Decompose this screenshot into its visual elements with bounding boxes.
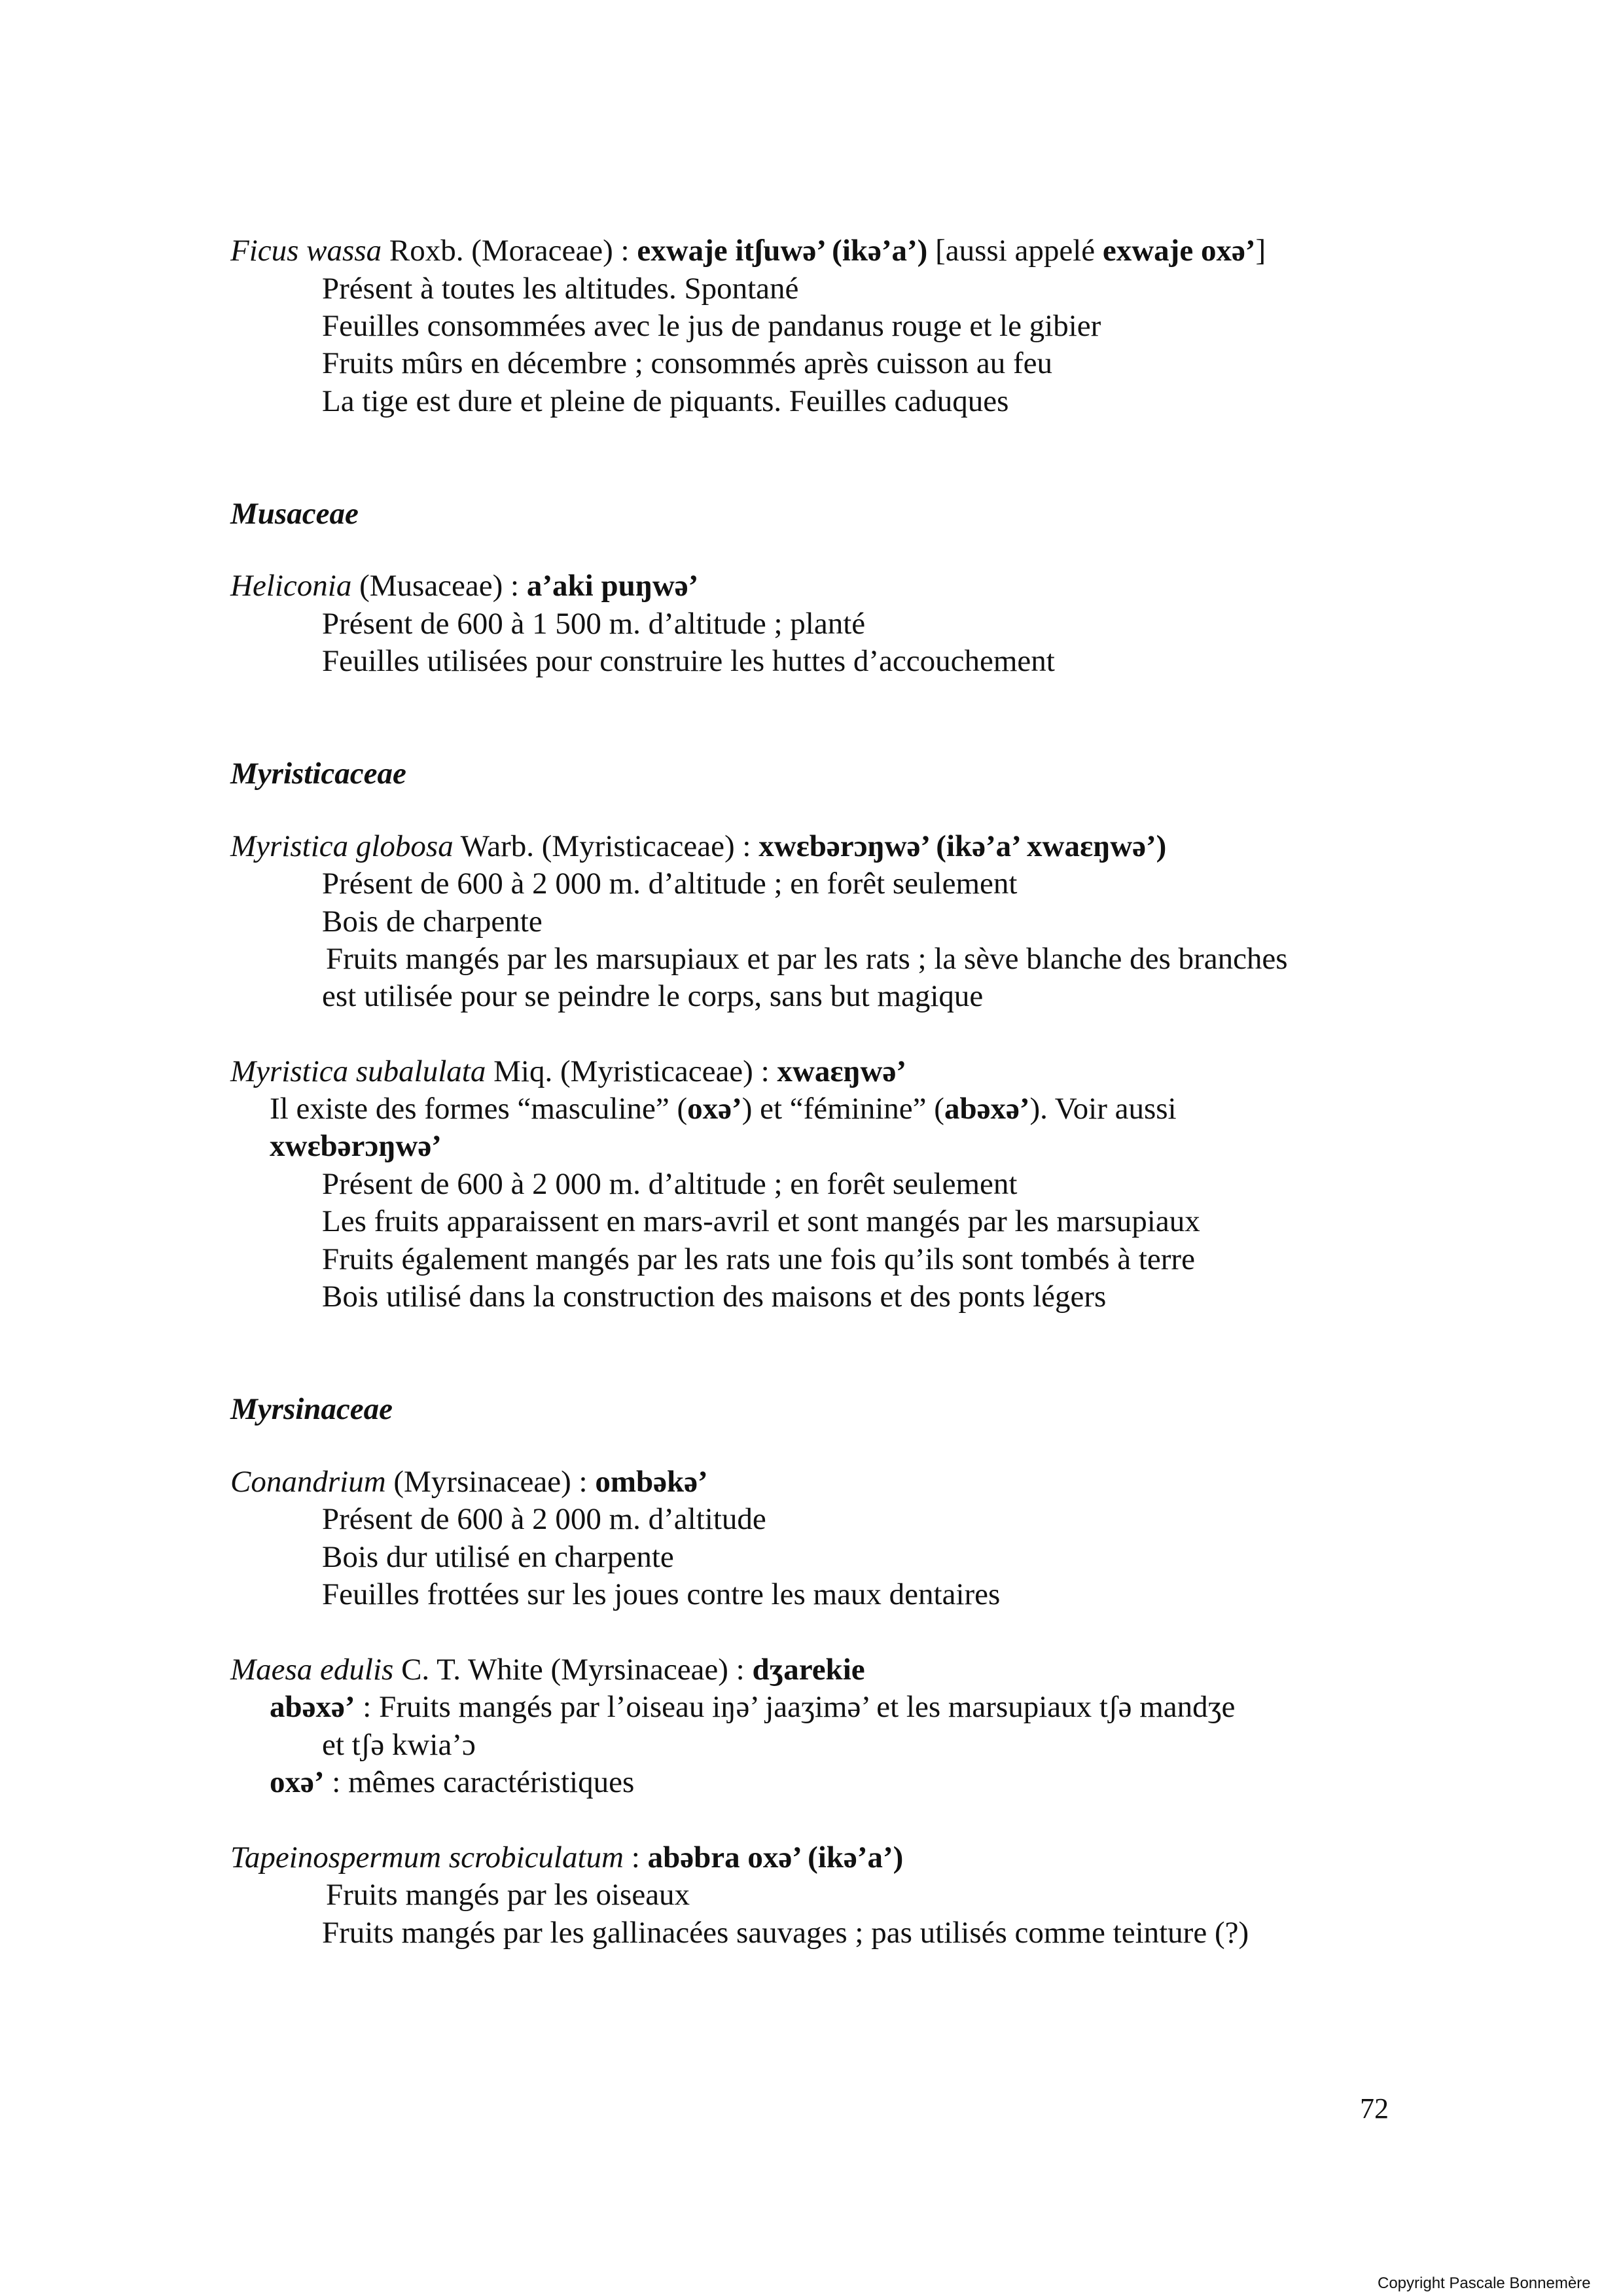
- entry-tapeinospermum: Tapeinospermum scrobiculatum : abəbra oxə’ (ikə’a’): [230, 1840, 904, 1874]
- scientific-name: Myristica subalulata: [230, 1054, 486, 1088]
- note-line: La tige est dure et pleine de piquants. Feuilles caduques: [322, 384, 1009, 418]
- scientific-name: Myristica globosa: [230, 829, 454, 863]
- note-line: Bois dur utilisé en charpente: [322, 1540, 674, 1574]
- female-form-name: abəxə’: [944, 1092, 1030, 1126]
- entry-ficus-wassa: Ficus wassa Roxb. (Moraceae) : exwaje itʃuwə’ (ikə’a’) [aussi appelé exwaje oxə’]: [230, 234, 1266, 268]
- entry-myristica-globosa: Myristica globosa Warb. (Myristicaceae) : xwɛbərɔŋwə’ (ikə’a’ xwaɛŋwə’): [230, 829, 1167, 863]
- note-line: Fruits mangés par les gallinacées sauvages ; pas utilisés comme teinture (?): [322, 1916, 1249, 1950]
- local-name: xwɛbərɔŋwə’ (ikə’a’ xwaɛŋwə’): [758, 829, 1167, 863]
- scientific-name: Tapeinospermum scrobiculatum: [230, 1840, 624, 1874]
- see-also-name: xwɛbərɔŋwə’: [270, 1129, 442, 1163]
- note-line: Présent de 600 à 2 000 m. d’altitude: [322, 1502, 766, 1536]
- male-form-name: oxə’: [687, 1092, 742, 1126]
- local-name: abəbra oxə’ (ikə’a’): [647, 1840, 904, 1874]
- see-also-line: [270, 1128, 442, 1164]
- note-line: Fruits mangés par les marsupiaux et par les rats ; la sève blanche des branches: [326, 942, 1288, 976]
- alt-local-name: exwaje oxə’: [1102, 234, 1256, 268]
- entry-myristica-subalulata: Myristica subalulata Miq. (Myristicaceae) : xwaɛŋwə’: [230, 1054, 906, 1088]
- note-line: Présent de 600 à 2 000 m. d’altitude ; en forêt seulement: [322, 1167, 1018, 1201]
- section-heading-musaceae: Musaceae: [230, 497, 359, 531]
- note-line: Fruits mûrs en décembre ; consommés après cuisson au feu: [322, 346, 1052, 380]
- entry-maesa-edulis: Maesa edulis C. T. White (Myrsinaceae) : dʒarekie: [230, 1653, 865, 1687]
- scientific-name: Heliconia: [230, 569, 352, 603]
- section-heading-myristicaceae: Myristicaceae: [230, 757, 406, 791]
- note-line: Feuilles utilisées pour construire les huttes d’accouchement: [322, 644, 1055, 678]
- note-line: Fruits mangés par les oiseaux: [326, 1878, 690, 1912]
- entry-heliconia: Heliconia (Musaceae) : a’aki puŋwə’: [230, 569, 699, 603]
- local-name: exwaje itʃuwə’ (ikə’a’): [637, 234, 928, 268]
- note-line: Présent de 600 à 1 500 m. d’altitude ; planté: [322, 607, 866, 641]
- female-form-line: abəxə’ : Fruits mangés par l’oiseau iŋə’ jaaʒimə’ et les marsupiaux tʃə mandʒe: [270, 1690, 1236, 1724]
- male-form-name: oxə’: [270, 1765, 325, 1799]
- note-line: Bois utilisé dans la construction des maisons et des ponts légers: [322, 1280, 1107, 1314]
- note-line: Feuilles frottées sur les joues contre les maux dentaires: [322, 1577, 1001, 1611]
- note-line: Fruits également mangés par les rats une fois qu’ils sont tombés à terre: [322, 1242, 1195, 1276]
- section-heading-myrsinaceae: Myrsinaceae: [230, 1392, 393, 1426]
- local-name: dʒarekie: [752, 1653, 865, 1687]
- note-line: Bois de charpente: [322, 905, 543, 939]
- local-name: a’aki puŋwə’: [526, 569, 699, 603]
- local-name: ombəkə’: [595, 1465, 708, 1499]
- note-line: est utilisée pour se peindre le corps, sans but magique: [322, 979, 984, 1013]
- scientific-name: Maesa edulis: [230, 1653, 394, 1687]
- local-name: xwaɛŋwə’: [777, 1054, 906, 1088]
- note-line: Présent à toutes les altitudes. Spontané: [322, 272, 799, 306]
- scientific-name: Ficus wassa: [230, 234, 382, 268]
- note-line: Présent de 600 à 2 000 m. d’altitude ; en forêt seulement: [322, 867, 1018, 901]
- male-form-line: oxə’ : mêmes caractéristiques: [270, 1765, 635, 1799]
- note-line: Les fruits apparaissent en mars-avril et sont mangés par les marsupiaux: [322, 1204, 1200, 1238]
- note-line: Feuilles consommées avec le jus de pandanus rouge et le gibier: [322, 309, 1101, 343]
- scientific-name: Conandrium: [230, 1465, 386, 1499]
- page-number: 72: [1360, 2092, 1389, 2125]
- note-line: et tʃə kwia’ɔ: [322, 1728, 476, 1762]
- female-form-name: abəxə’: [270, 1690, 355, 1724]
- copyright-notice: Copyright Pascale Bonnemère: [1378, 2274, 1591, 2292]
- entry-conandrium: Conandrium (Myrsinaceae) : ombəkə’: [230, 1465, 708, 1499]
- forms-line: Il existe des formes “masculine” (oxə’) et “féminine” (abəxə’). Voir aussi: [270, 1092, 1177, 1126]
